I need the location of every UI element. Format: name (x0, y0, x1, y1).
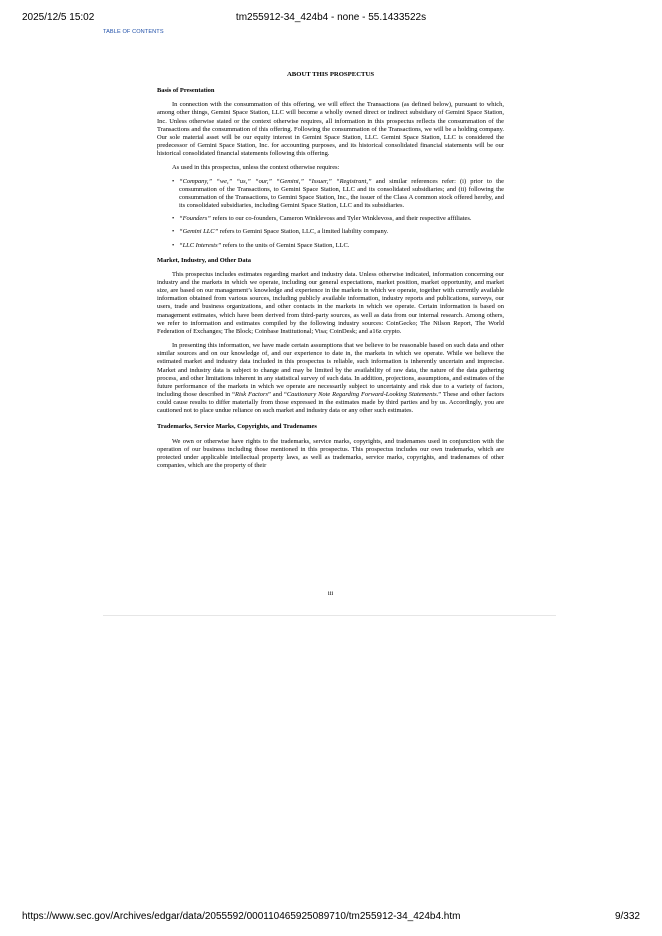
bullet-icon: • (172, 228, 175, 236)
bullet-icon: • (172, 177, 175, 185)
print-page-count: 9/332 (614, 911, 640, 922)
list-item (157, 215, 504, 223)
section-heading-market: Market, Industry, and Other Data (157, 256, 251, 264)
basis-paragraph-1: In connection with the consummation of this offering, we will effect the Transactions (as defined below), pursuant to which, among other things, Gemini Space Station, LLC will become a wholly owned direct or indirect subsidiary of Gemini Space Station, Inc. Unless otherwise stated or the context otherwise requires, all information in this prospectus reflects the consummation of the Transactions and the consummation of this offering. Following the consummation of the Transactions, we will be a holding company. Our sole material asset will be our equity interest in Gemini Space Station, LLC. Gemini Space Station, LLC is considered the predecessor of Gemini Space Station, Inc. for accounting purposes, and its historical consolidated financial statements will be our historical consolidated financial statements following this offering. (157, 101, 504, 158)
table-of-contents-link[interactable]: TABLE OF CONTENTS (103, 29, 164, 35)
defined-terms: “Gemini LLC” (179, 228, 219, 236)
definition-text: refers to our co-founders, Cameron Winklevoss and Tyler Winklevoss, and their respective affiliates. (210, 215, 472, 223)
market-text-b: ” and “ (268, 391, 287, 398)
market-text-a: In presenting this information, we have made certain assumptions that we believe to be reasonable based on such data and other similar sources and on our knowledge of, and our experience to date in, the markets in which we operate. While we believe the estimated market and industry data included in this prospectus is reliable, such information is inherently uncertain and imprecise. Market and industry data is subject to change and may be limited by the availability of raw data, the nature of the data gathering process, and other limitations inherent in any statistical survey of such data. In addition, projections, assumptions, and estimates of the future performance of the markets in which we operate are necessarily subject to uncertainty and risk due to a variety of factors, including those described in “ (157, 342, 504, 398)
definition-text: refers to Gemini Space Station, LLC, a limited liability company. (218, 228, 389, 236)
definition-text: refers to the units of Gemini Space Station, LLC. (221, 241, 350, 249)
section-heading-trademarks: Trademarks, Service Marks, Copyrights, and Tradenames (157, 423, 317, 431)
prospectus-page-content (157, 71, 504, 476)
print-header (22, 12, 640, 26)
source-url: https://www.sec.gov/Archives/edgar/data/2055592/000110465925089710/tm255912-34_424b4.htm (22, 911, 461, 922)
definition-text: and similar references refer: (i) prior to the consummation of the Transactions, to Gemini Space Station, LLC and its consolidated subsidiaries; and (ii) following the consummation of the Transactions, to Gemini Space Station, Inc., the issuer of the Class A common stock offered hereby, and its consolidated subsidiaries, including Gemini Space Station, LLC and its subsidiaries. (179, 177, 504, 210)
bullet-icon: • (172, 241, 175, 249)
definitions-list (157, 178, 504, 250)
print-date: 2025/12/5 15:02 (22, 12, 95, 23)
trademarks-paragraph-1: We own or otherwise have rights to the trademarks, service marks, copyrights, and tradenames used in conjunction with the operation of our business including those mentioned in this prospectus. This prospectus includes our own trademarks, which are protected under applicable intellectual property laws, as well as trademarks, service marks, copyrights, and tradenames of other companies, which are the property of their (157, 437, 504, 470)
bullet-icon: • (172, 215, 175, 223)
list-item (157, 228, 504, 236)
page-number: iii (327, 590, 334, 597)
page-divider (103, 615, 556, 616)
section-heading-basis: Basis of Presentation (157, 87, 215, 95)
defined-terms: “LLC Interests” (179, 241, 222, 249)
cautionary-note-reference: Cautionary Note Regarding Forward-Looking Statements. (286, 391, 439, 398)
list-item (157, 242, 504, 250)
market-paragraph-2 (157, 342, 504, 415)
defined-terms: “Company,” “we,” “us,” “our,” “Gemini,” “Issuer,” “Registrant,” (179, 177, 372, 185)
page-title: ABOUT THIS PROSPECTUS (286, 71, 375, 78)
list-item (157, 178, 504, 211)
market-text-c: ” These and other factors could cause results to differ materially from those expressed in the estimates made by third parties and by us. Accordingly, you are cautioned not to place undue reliance on such market and industry data or any other such estimates. (157, 391, 505, 415)
basis-paragraph-2: As used in this prospectus, unless the context otherwise requires: (172, 164, 340, 172)
print-footer (22, 911, 640, 925)
print-title: tm255912-34_424b4 - none - 55.1433522s (235, 12, 427, 23)
defined-terms: “Founders” (179, 215, 211, 223)
risk-factors-reference: Risk Factors (235, 391, 269, 398)
market-paragraph-1: This prospectus includes estimates regarding market and industry data. Unless otherwise indicated, information concerning our industry and the markets in which we operate, including our general expectations, market position, market opportunity, and market size, are based on our management’s knowledge and experience in the markets in which we operate, together with currently available information obtained from various sources, including publicly available information, industry reports and publications, surveys, our users, trade and business organizations, and other contacts in the markets in which we operate. Certain information is based on management estimates, which have been derived from third-party sources, as well as data from our internal research. Among others, we refer to information and estimates compiled by the following industry sources: CoinGecko; The Nilson Report, The World Federation of Exchanges; The Block; Coinbase Institutional; Visa; CoinDesk; and a16z crypto. (157, 270, 504, 335)
